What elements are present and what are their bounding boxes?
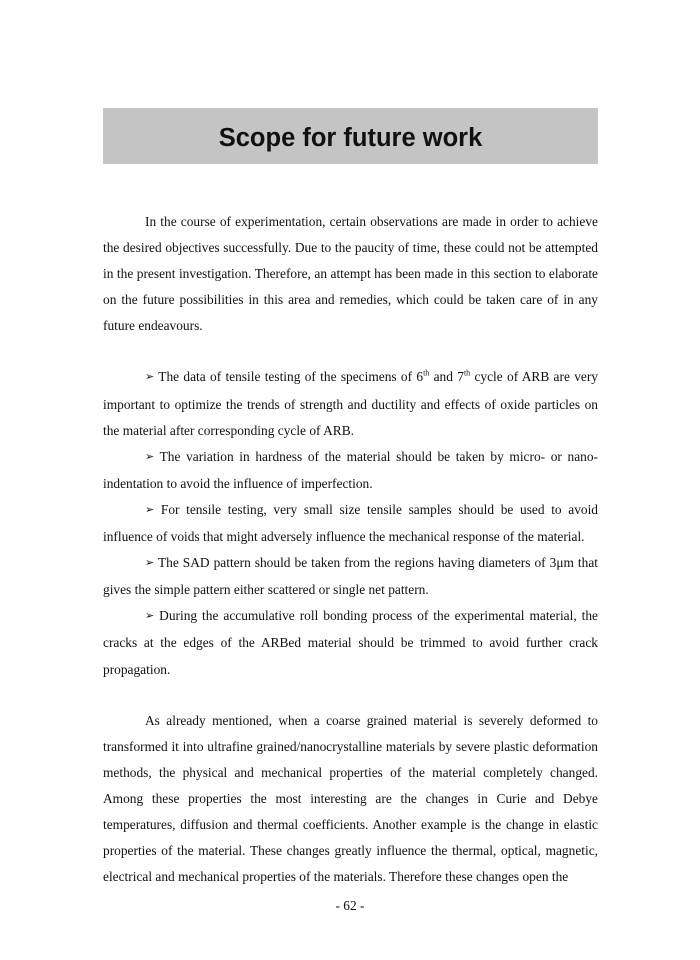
intro-paragraph: In the course of experimentation, certain observations are made in order to achieve the desired objectives successfully. Due to the paucity of time, these could not be attempted in the present investigation. Therefore, an attempt has been made in this section to elaborate on the future possibilities in this area and remedies, which could be taken care of in any future endeavours. <box>103 214 598 334</box>
bullet-item-5 <box>103 603 598 682</box>
arrow-bullet-icon: ➢ <box>145 610 155 623</box>
arrow-bullet-icon: ➢ <box>145 450 155 463</box>
bullet-text: and 7 <box>429 369 464 385</box>
page-number: - 62 - <box>335 898 365 913</box>
title-banner <box>103 108 598 164</box>
ordinal-suffix: th <box>423 369 430 378</box>
bullet-item-4 <box>103 550 598 603</box>
arrow-bullet-icon: ➢ <box>145 557 155 570</box>
arrow-bullet-icon: ➢ <box>145 503 155 516</box>
ordinal-suffix: th <box>463 369 471 378</box>
bullet-item-2 <box>103 444 598 497</box>
bullet-text: The SAD pattern should be taken from the regions having diameters of 3μm that gives the simple pattern either scattered or single net pattern. <box>103 555 598 598</box>
page-title: Scope for future work <box>218 123 483 152</box>
bullet-text: The variation in hardness of the material should be taken by micro- or nano-indentation to avoid the influence of imperfection. <box>103 448 599 491</box>
bullet-text: cycle of ARB are very important to optimize the trends of strength and ductility and effects of oxide particles on the material after corresponding cycle of ARB. <box>103 369 599 438</box>
arrow-bullet-icon: ➢ <box>145 371 155 384</box>
bullet-text: For tensile testing, very small size tensile samples should be used to avoid influence of voids that might adversely influence the mechanical response of the material. <box>103 501 598 545</box>
bullet-item-1 <box>103 364 598 443</box>
bullet-text: During the accumulative roll bonding process of the experimental material, the cracks at the edges of the ARBed material should be trimmed to avoid further crack propagation. <box>103 608 598 677</box>
bullet-text: The data of tensile testing of the specimens of 6 <box>158 369 424 385</box>
body-text <box>103 209 598 890</box>
closing-paragraph: As already mentioned, when a coarse grained material is severely deformed to transformed it into ultrafine grained/nanocrystalline materials by severe plastic deformation methods, the physical and mechanical properties of the material completely changed. Among these properties the most interesting are the changes in Curie and Debye temperatures, diffusion and thermal coefficients. Another example is the change in elastic properties of the material. These changes greatly influence the thermal, optical, magnetic, electrical and mechanical properties of the materials. Therefore these changes open the <box>103 712 598 885</box>
bullet-item-3 <box>103 497 598 550</box>
